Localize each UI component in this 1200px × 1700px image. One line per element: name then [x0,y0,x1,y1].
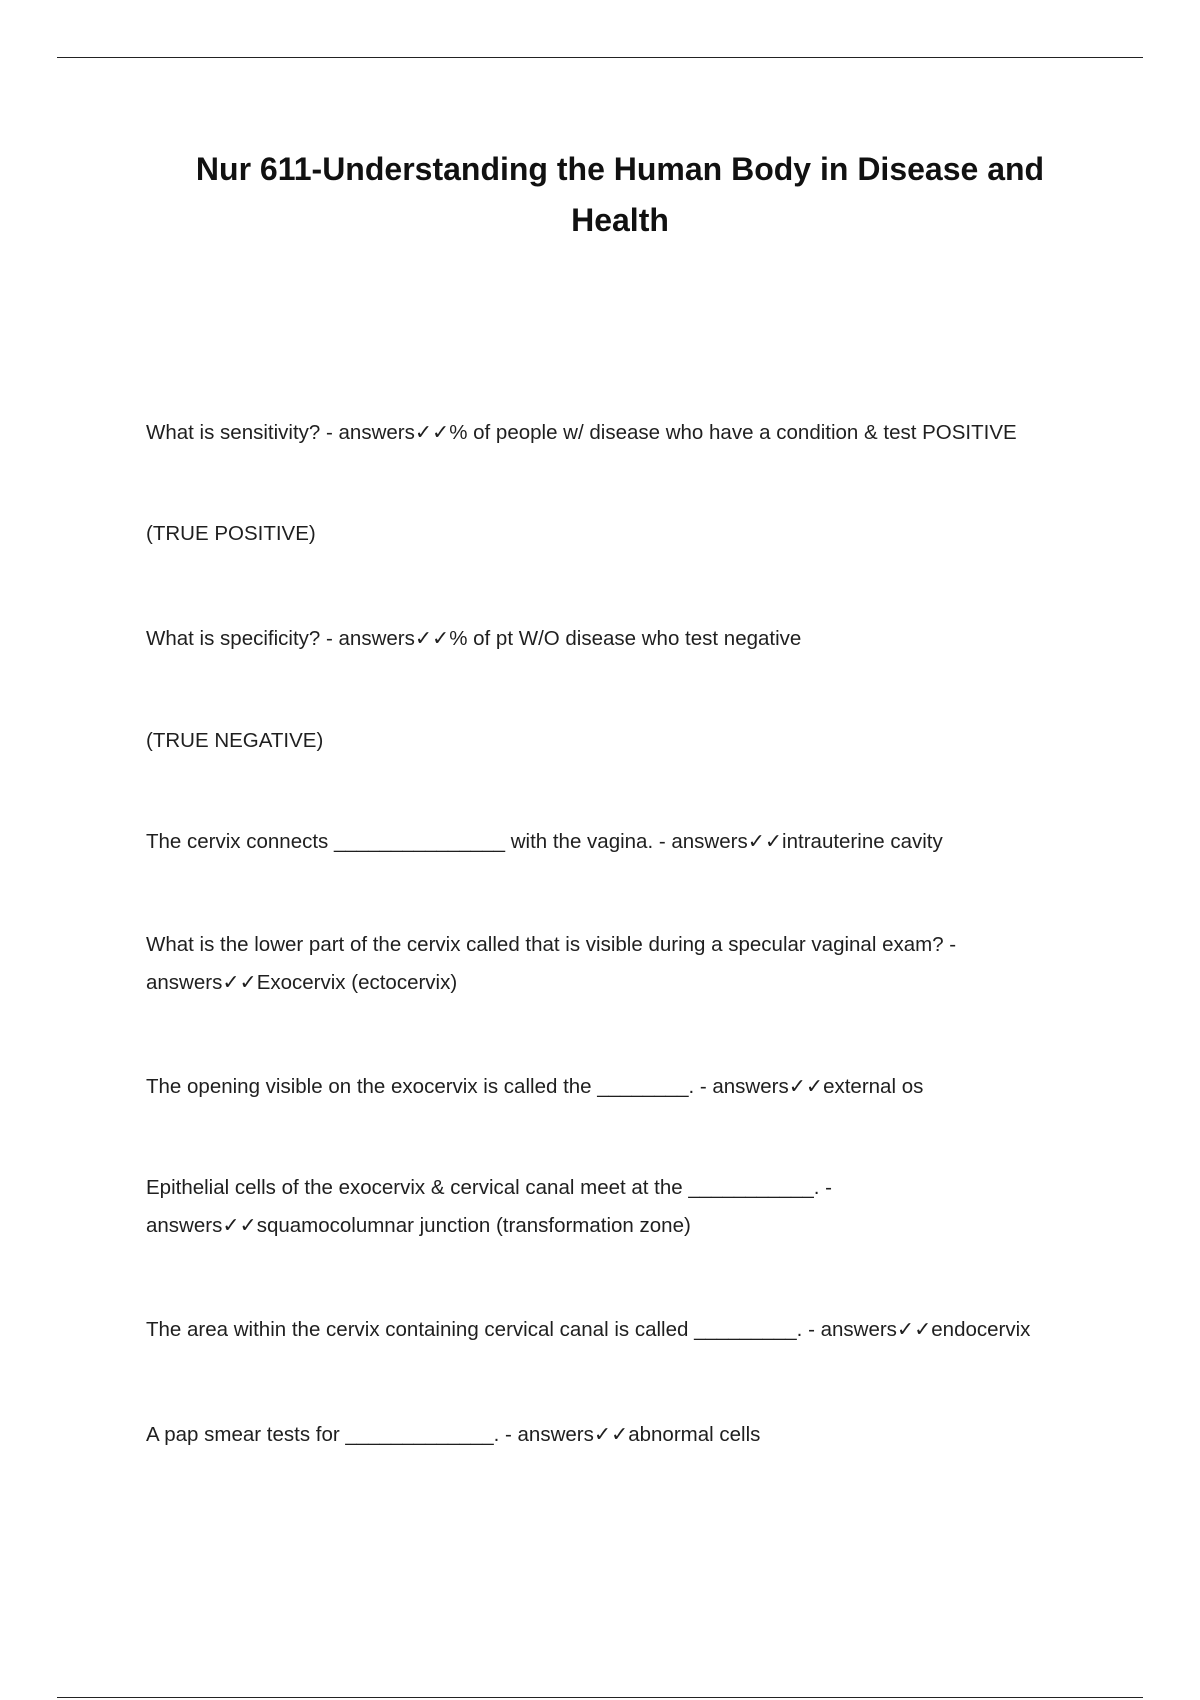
paragraph-specificity-question: What is specificity? - answers✓✓% of pt W/O disease who test negative [146,627,802,650]
paragraph-squamocolumnar-junction: Epithelial cells of the exocervix & cervical canal meet at the ___________. - answers✓✓squamocolumnar junction (transformation zone) [146,1176,832,1237]
document-title: Nur 611-Understanding the Human Body in Disease and Health [195,151,1045,238]
paragraph-endocervix: The area within the cervix containing cervical canal is called _________. - answers✓✓endocervix [146,1318,1031,1341]
top-rule [57,57,1143,58]
paragraph-external-os: The opening visible on the exocervix is called the ________. - answers✓✓external os [146,1075,924,1098]
bottom-rule [57,1697,1143,1698]
paragraph-true-negative: (TRUE NEGATIVE) [146,729,324,752]
paragraph-sensitivity-question: What is sensitivity? - answers✓✓% of people w/ disease who have a condition & test POSITIVE [146,421,1017,444]
paragraph-exocervix: What is the lower part of the cervix called that is visible during a specular vaginal exam? - answers✓✓Exocervix (ectocervix) [146,933,957,994]
paragraph-cervix-connects: The cervix connects _______________ with the vagina. - answers✓✓intrauterine cavity [146,830,943,853]
paragraph-true-positive: (TRUE POSITIVE) [146,522,316,545]
paragraph-pap-smear: A pap smear tests for _____________. - answers✓✓abnormal cells [146,1423,761,1446]
